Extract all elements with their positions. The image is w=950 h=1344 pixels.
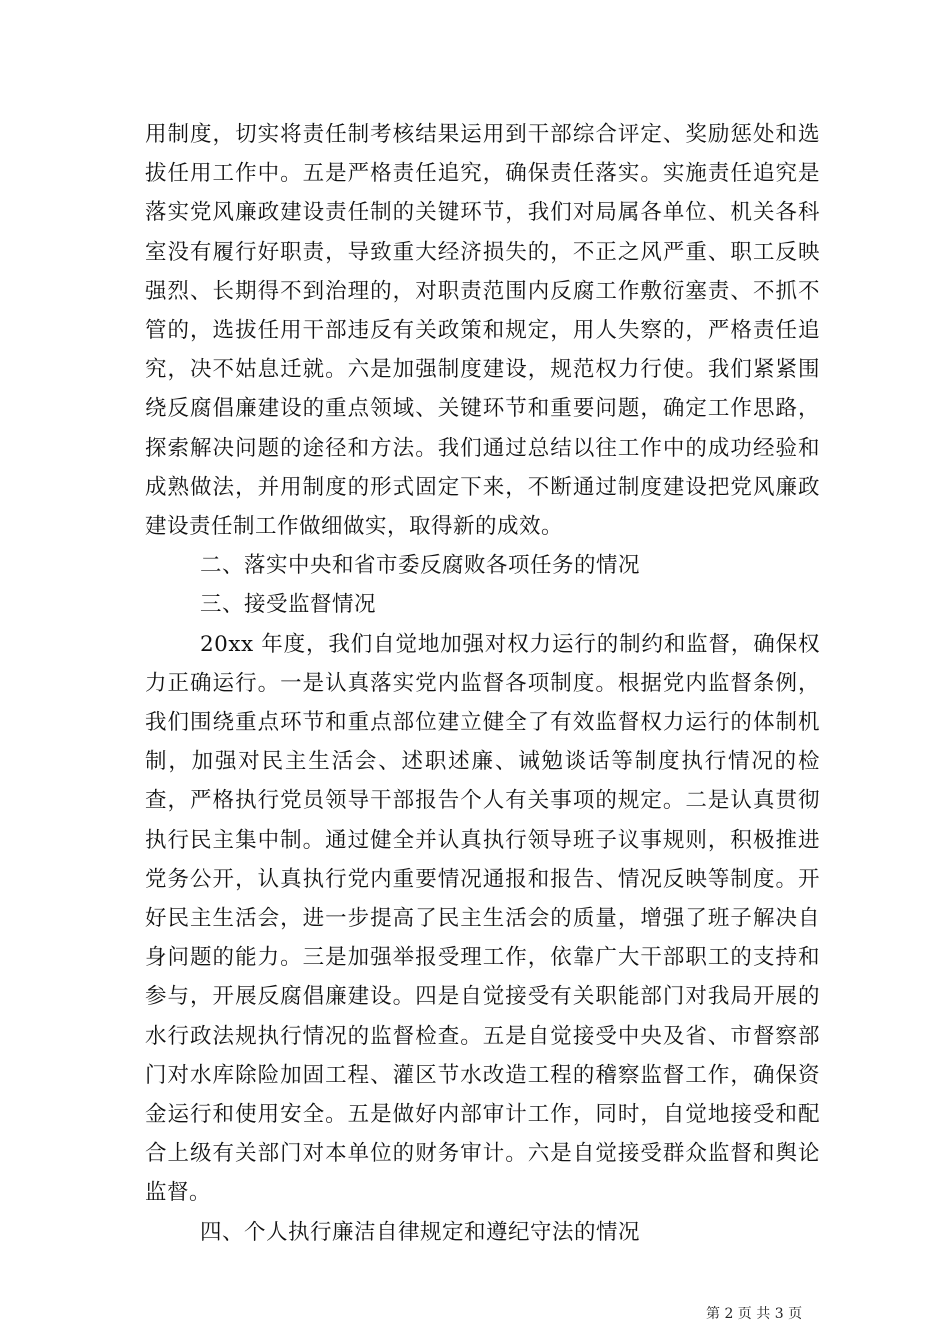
paragraph-supervision: 20xx 年度，我们自觉地加强对权力运行的制约和监督，确保权力正确运行。一是认真落实党内监督各项制度。根据党内监督条例，我们围绕重点环节和重点部位建立健全了有效监督权力运行的体制机制，加强对民主生活会、述职述廉、诫勉谈话等制度执行情况的检查，严格执行党员领导干部报告个人有关事项的规定。二是认真贯彻执行民主集中制。通过健全并认真执行领导班子议事规则，积极推进党务公开，认真执行党内重要情况通报和报告、情况反映等制度。开好民主生活会，进一步提高了民主生活会的质量，增强了班子解决自身问题的能力。三是加强举报受理工作，依靠广大干部职工的支持和参与，开展反腐倡廉建设。四是自觉接受有关职能部门对我局开展的水行政法规执行情况的监督检查。五是自觉接受中央及省、市督察部门对水库除险加固工程、灌区节水改造工程的稽察监督工作，确保资金运行和使用安全。五是做好内部审计工作，同时，自觉地接受和配合上级有关部门对本单位的财务审计。六是自觉接受群众监督和舆论监督。 [145,631,820,1206]
section-heading-anti-corruption-tasks: 二、落实中央和省市委反腐败各项任务的情况 [200,553,641,579]
document-body [145,115,820,1252]
section-heading-self-discipline: 四、个人执行廉洁自律规定和遵纪守法的情况 [200,1219,641,1245]
page-number-footer: 第 2 页 共 3 页 [706,1306,803,1322]
paragraph-responsibility-system: 用制度，切实将责任制考核结果运用到干部综合评定、奖励惩处和选拔任用工作中。五是严格责任追究，确保责任落实。实施责任追究是落实党风廉政建设责任制的关键环节，我们对局属各单位、机关各科室没有履行好职责，导致重大经济损失的，不正之风严重、职工反映强烈、长期得不到治理的，对职责范围内反腐工作敷衍塞责、不抓不管的，选拔任用干部违反有关政策和规定，用人失察的，严格责任追究，决不姑息迁就。六是加强制度建设，规范权力行使。我们紧紧围绕反腐倡廉建设的重点领域、关键环节和重要问题，确定工作思路，探索解决问题的途径和方法。我们通过总结以往工作中的成功经验和成熟做法，并用制度的形式固定下来，不断通过制度建设把党风廉政建设责任制工作做细做实，取得新的成效。 [145,122,820,540]
section-heading-supervision: 三、接受监督情况 [200,592,377,618]
